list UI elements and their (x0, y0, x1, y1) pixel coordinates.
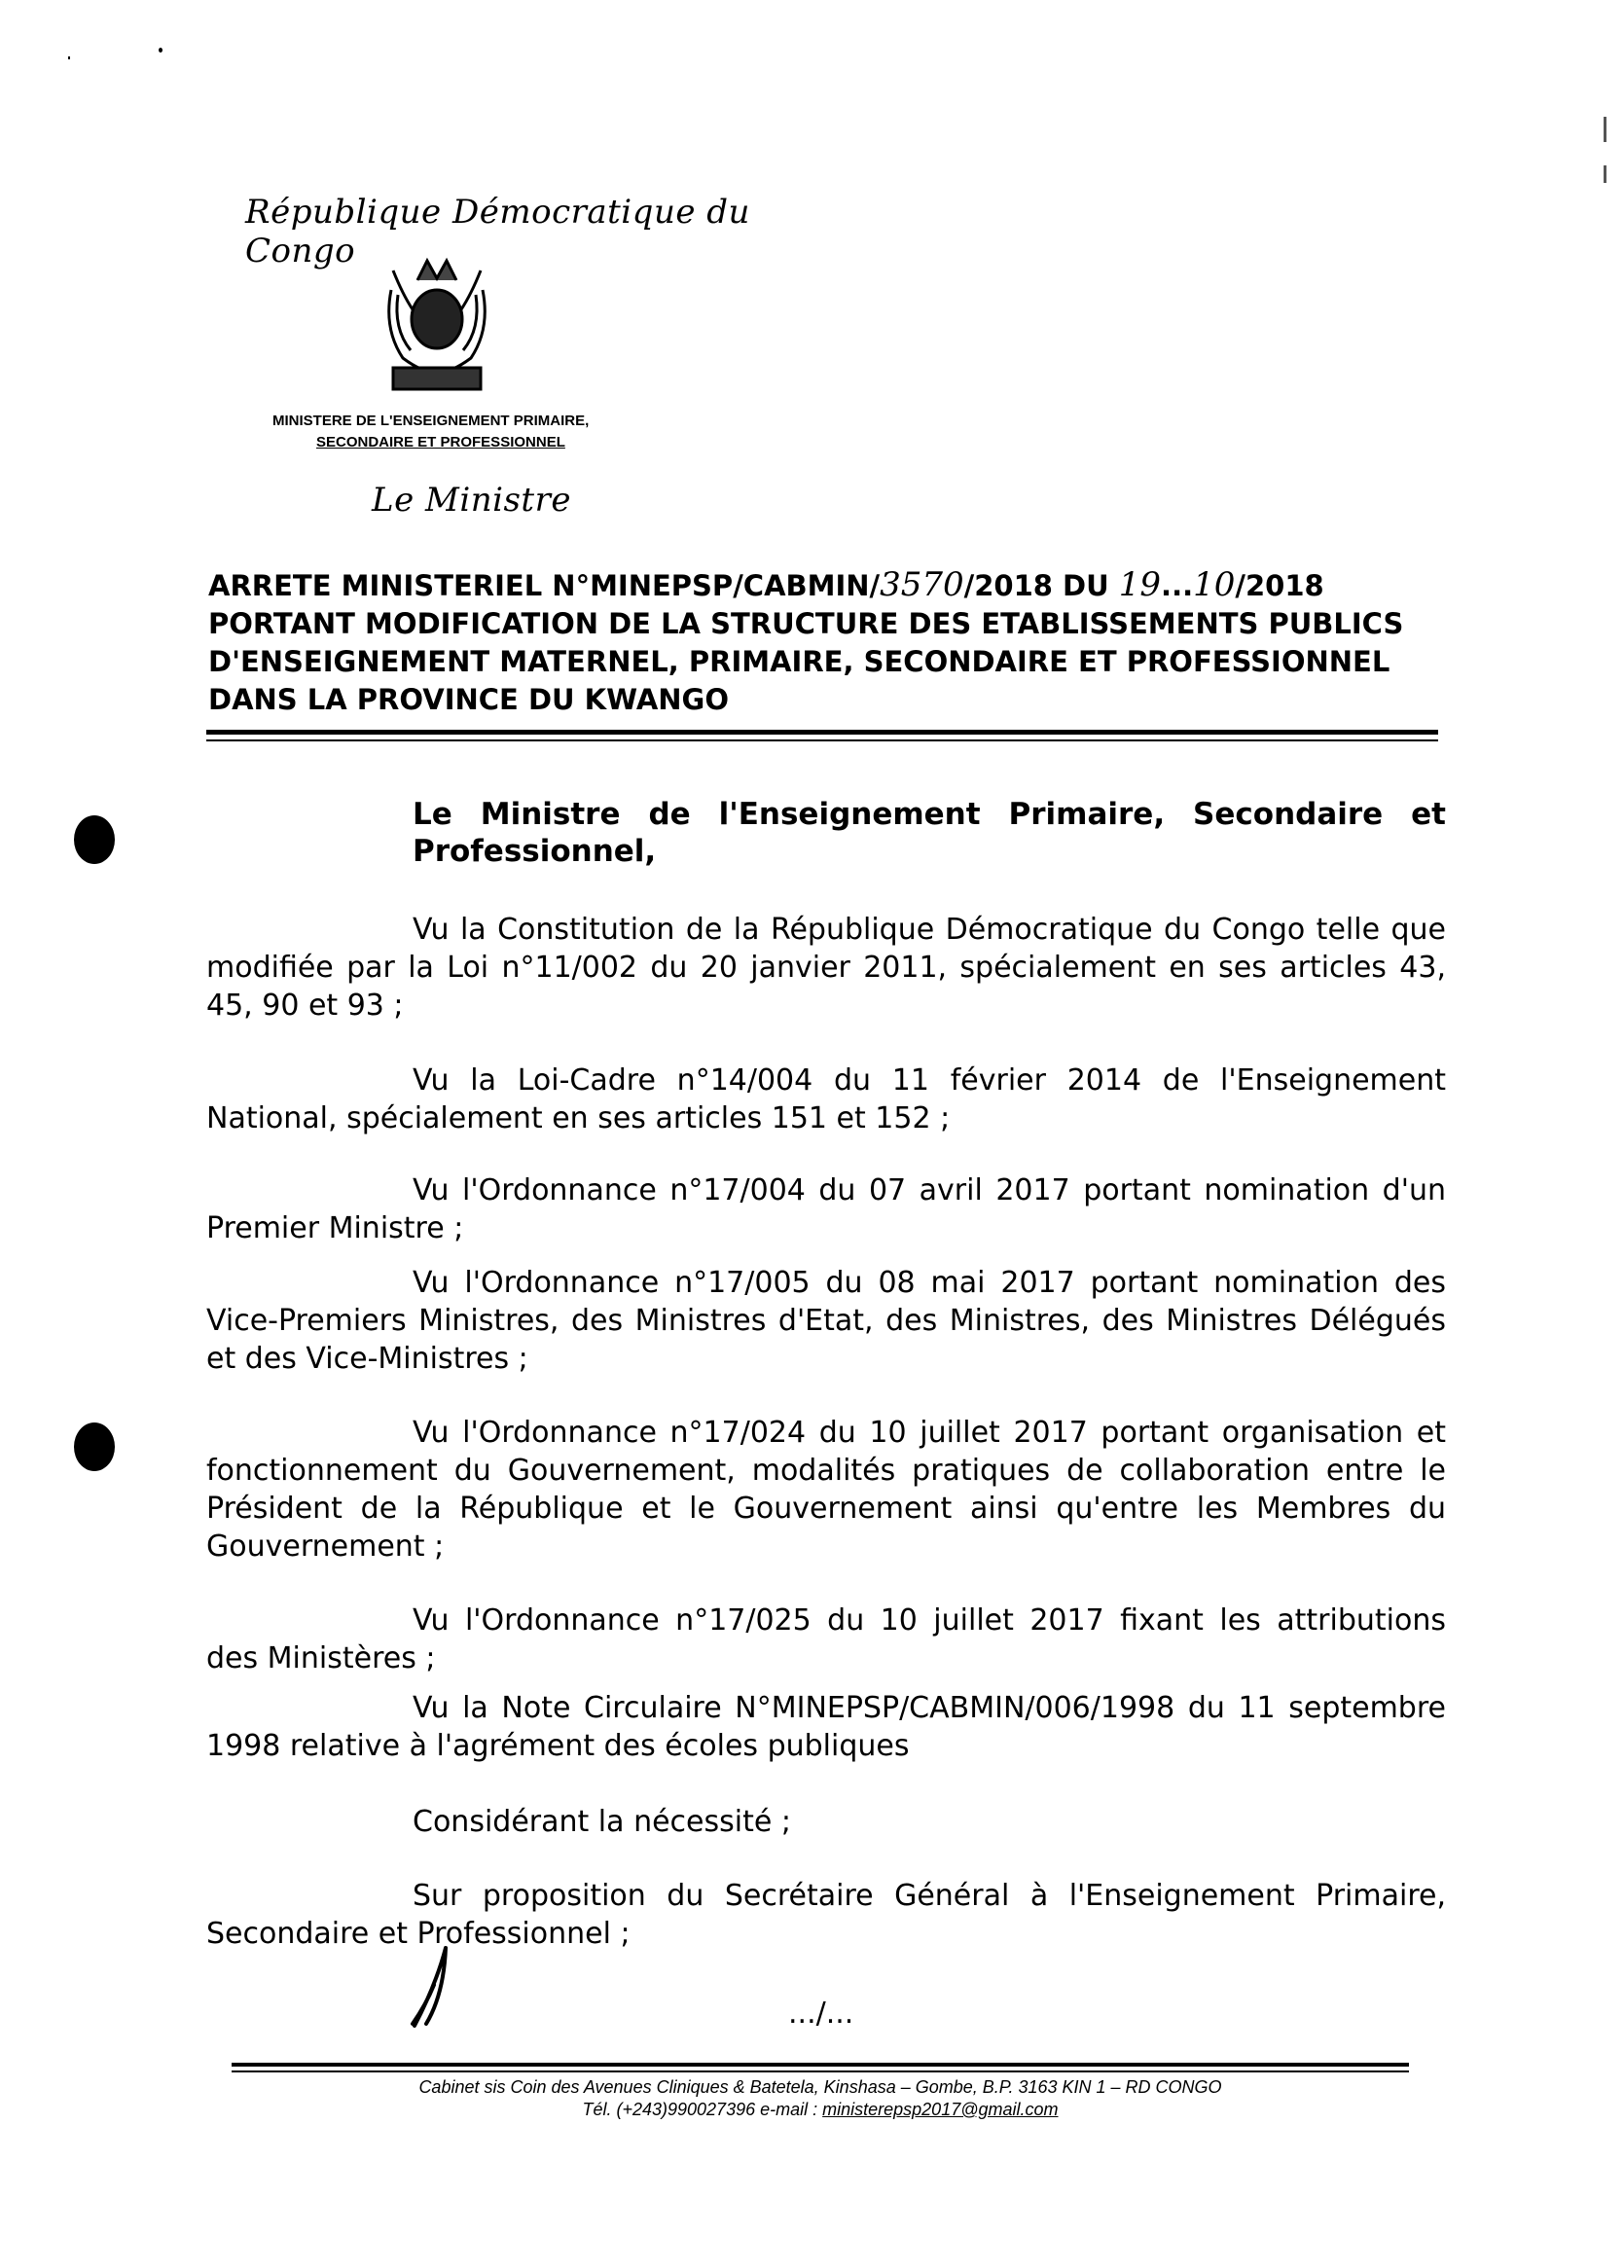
continuation-mark: .../... (788, 1997, 854, 2031)
paragraph-loi-cadre (206, 1062, 1446, 1137)
paragraph-ordonnance-004 (206, 1171, 1446, 1247)
paragraph-ordonnance-025 (206, 1602, 1446, 1677)
footer-rule-thick (232, 2063, 1409, 2067)
minister-heading: Le Ministre de l'Enseignement Primaire, Secondaire et Professionnel, (413, 797, 1446, 869)
country-name: République Démocratique du Congo (245, 193, 750, 270)
handwritten-month: 10 (1193, 565, 1236, 604)
office-title: Le Ministre (372, 481, 571, 520)
title-line-4: DANS LA PROVINCE DU KWANGO (208, 683, 729, 716)
decree-title (208, 566, 1446, 719)
title-rule-thin (206, 739, 1438, 741)
paragraph-constitution (206, 911, 1446, 1025)
paragraph-text: Vu la Constitution de la République Démocratique du Congo telle que modifiée par la Loi n°11/002 du 20 janvier 2011, spécialement en ses articles 43, 45, 90 et 93 ; (206, 913, 1446, 1023)
paragraph-text: Vu l'Ordonnance n°17/024 du 10 juillet 2017 portant organisation et fonctionnement du Gouvernement, modalités pratiques de collaboration entre le Président de la République et le Gouvernement ainsi qu'entre les Membres du Gouvernement ; (206, 1416, 1446, 1564)
paragraph-text: Vu l'Ordonnance n°17/004 du 07 avril 2017 portant nomination d'un Premier Ministre ; (206, 1173, 1446, 1245)
paragraph-text: Vu l'Ordonnance n°17/005 du 08 mai 2017 portant nomination des Vice-Premiers Ministres, des Ministres d'Etat, des Ministres, des Ministres Délégués et des Vice-Ministres ; (206, 1266, 1446, 1376)
title-mid: /2018 DU (963, 569, 1119, 602)
footer-address: Cabinet sis Coin des Avenues Cliniques & Batetela, Kinshasa – Gombe, B.P. 3163 KIN 1 – RD CONGO (418, 2077, 1222, 2097)
footer-email[interactable]: ministerepsp2017@gmail.com (822, 2100, 1059, 2119)
title-line-1 (208, 566, 1446, 605)
paragraph-considerant (206, 1803, 1446, 1841)
scan-speck (68, 56, 70, 59)
ministry-line-2: SECONDAIRE ET PROFESSIONNEL (316, 434, 565, 450)
ministry-name (272, 411, 701, 453)
paragraph-note-circulaire (206, 1689, 1446, 1765)
paragraph-text: Vu la Note Circulaire N°MINEPSP/CABMIN/006/1998 du 11 septembre 1998 relative à l'agrément des écoles publiques (206, 1691, 1446, 1763)
title-year: /2018 (1235, 569, 1324, 602)
footer-contact (232, 2099, 1409, 2121)
paragraph-text: Vu l'Ordonnance n°17/025 du 10 juillet 2017 fixant les attributions des Ministères ; (206, 1603, 1446, 1675)
handwritten-day: 19 (1118, 565, 1162, 604)
footer-rule-thin (232, 2070, 1409, 2072)
footer-address-block (232, 2076, 1409, 2121)
title-rule-thick (206, 730, 1438, 735)
title-line-2: PORTANT MODIFICATION DE LA STRUCTURE DES ETABLISSEMENTS PUBLICS (208, 607, 1404, 640)
title-prefix: ARRETE MINISTERIEL N°MINEPSP/CABMIN/ (208, 569, 881, 602)
coat-of-arms (374, 251, 500, 397)
scan-speck (1604, 117, 1606, 142)
paragraph-ordonnance-005 (206, 1264, 1446, 1378)
footer-phone: Tél. (+243)990027396 e-mail : (582, 2100, 823, 2119)
paragraph-text: Vu la Loi-Cadre n°14/004 du 11 février 2014 de l'Enseignement National, spécialement en ses articles 151 et 152 ; (206, 1063, 1446, 1135)
paragraph-text: Considérant la nécessité ; (413, 1805, 791, 1839)
scan-speck (1604, 165, 1606, 183)
scan-speck (159, 48, 162, 53)
punch-hole (74, 815, 115, 864)
paragraph-ordonnance-024 (206, 1414, 1446, 1566)
punch-hole (74, 1422, 115, 1471)
handwritten-initial (407, 1946, 465, 2034)
ministry-line-1: MINISTERE DE L'ENSEIGNEMENT PRIMAIRE, (272, 413, 590, 429)
title-line-3: D'ENSEIGNEMENT MATERNEL, PRIMAIRE, SECONDAIRE ET PROFESSIONNEL (208, 645, 1390, 678)
date-separator: ... (1161, 569, 1194, 602)
handwritten-number: 3570 (880, 565, 964, 604)
paragraph-text: Sur proposition du Secrétaire Général à l'Enseignement Primaire, Secondaire et Professionnel ; (206, 1879, 1446, 1951)
paragraph-proposition (206, 1877, 1446, 1953)
